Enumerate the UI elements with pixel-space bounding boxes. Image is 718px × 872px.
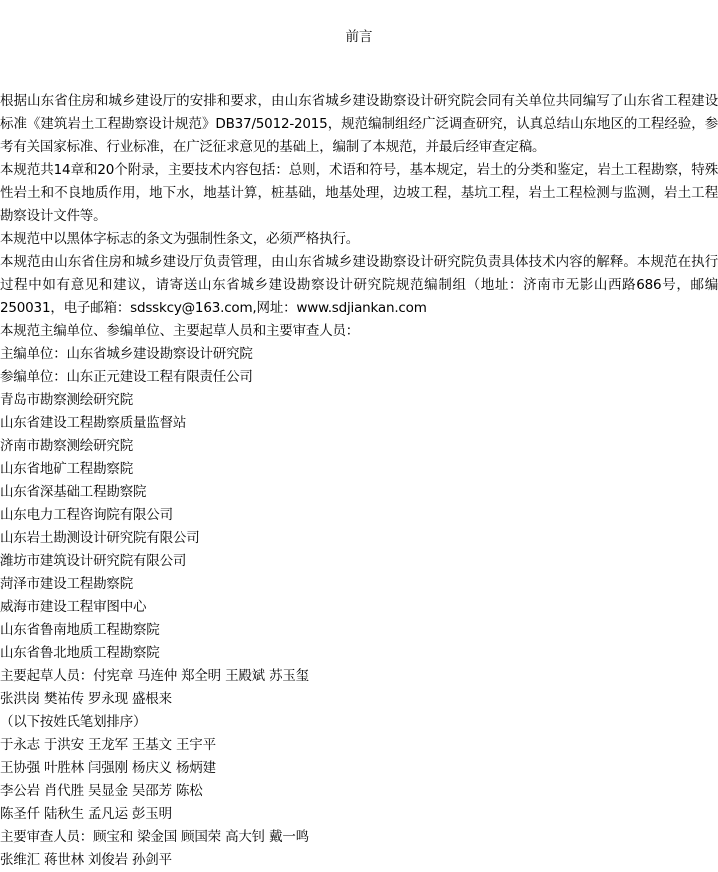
line-sort-note: （以下按姓氏笔划排序） <box>0 714 147 730</box>
line-participating-unit: 潍坊市建筑设计研究院有限公司 <box>0 553 187 569</box>
line-participating-unit: 参编单位：山东正元建设工程有限责任公司 <box>0 369 253 385</box>
line-participating-unit: 山东省建设工程勘察质量监督站 <box>0 415 187 431</box>
line-chief-unit: 主编单位：山东省城乡建设勘察设计研究院 <box>0 346 253 362</box>
line-participating-unit: 山东省鲁南地质工程勘察院 <box>0 622 160 638</box>
paragraph-contents: 本规范共14章和20个附录，主要技术内容包括：总则，术语和符号，基本规定，岩土的分类和鉴定，岩土工程勘察，特殊性岩土和不良地质作用，地下水，地基计算，桩基础，地基处理，边坡工程，基坑工程，岩土工程检测与监测，岩土工程勘察设计文件等。 <box>0 162 718 224</box>
line-participating-unit: 菏泽市建设工程勘察院 <box>0 576 133 592</box>
paragraph-background: 根据山东省住房和城乡建设厅的安排和要求，由山东省城乡建设勘察设计研究院会同有关单位共同编写了山东省工程建设标准《建筑岩土工程勘察设计规范》DB37/5012-2015，规范编制组经广泛调查研究，认真总结山东地区的工程经验，参考有关国家标准、行业标准，在广泛征求意见的基础上，编制了本规范，并最后经审查定稿。 <box>0 93 718 155</box>
line-reviewers: 主要审查人员：顾宝和 梁金国 顾国荣 高大钊 戴一鸣 <box>0 829 309 845</box>
document-body <box>0 90 718 872</box>
line-participating-unit: 威海市建设工程审图中心 <box>0 599 147 615</box>
line-drafters: 张洪岗 樊祐传 罗永现 盛根来 <box>0 691 172 707</box>
line-drafters: 王协强 叶胜林 闫强刚 杨庆义 杨炳建 <box>0 760 216 776</box>
line-drafters: 陈圣仟 陆秋生 孟凡运 彭玉明 <box>0 806 172 822</box>
line-drafters: 李公岩 肖代胜 吴显金 吴邵芳 陈松 <box>0 783 203 799</box>
line-participating-unit: 济南市勘察测绘研究院 <box>0 438 133 454</box>
line-reviewers: 张维汇 蒋世林 刘俊岩 孙剑平 <box>0 852 172 868</box>
line-participating-unit: 山东省深基础工程勘察院 <box>0 484 147 500</box>
line-drafters: 于永志 于洪安 王龙军 王基文 王宇平 <box>0 737 216 753</box>
line-intro: 本规范主编单位、参编单位、主要起草人员和主要审查人员： <box>0 323 360 339</box>
page-title: 前言 <box>345 29 373 45</box>
line-drafters: 主要起草人员：付宪章 马连仲 郑全明 王殿斌 苏玉玺 <box>0 668 309 684</box>
line-participating-unit: 山东省地矿工程勘察院 <box>0 461 133 477</box>
paragraph-management: 本规范由山东省住房和城乡建设厅负责管理，由山东省城乡建设勘察设计研究院负责具体技术内容的解释。本规范在执行过程中如有意见和建议，请寄送山东省城乡建设勘察设计研究院规范编制组（地址：济南市无影山西路686号，邮编250031，电子邮箱：sdsskcy@163.com,网址：www.sdjiankan.com <box>0 254 718 316</box>
line-participating-unit: 山东省鲁北地质工程勘察院 <box>0 645 160 661</box>
line-participating-unit: 山东岩土勘测设计研究院有限公司 <box>0 530 200 546</box>
line-participating-unit: 青岛市勘察测绘研究院 <box>0 392 133 408</box>
line-participating-unit: 山东电力工程咨询院有限公司 <box>0 507 173 523</box>
paragraph-mandatory: 本规范中以黑体字标志的条文为强制性条文，必须严格执行。 <box>0 231 360 247</box>
